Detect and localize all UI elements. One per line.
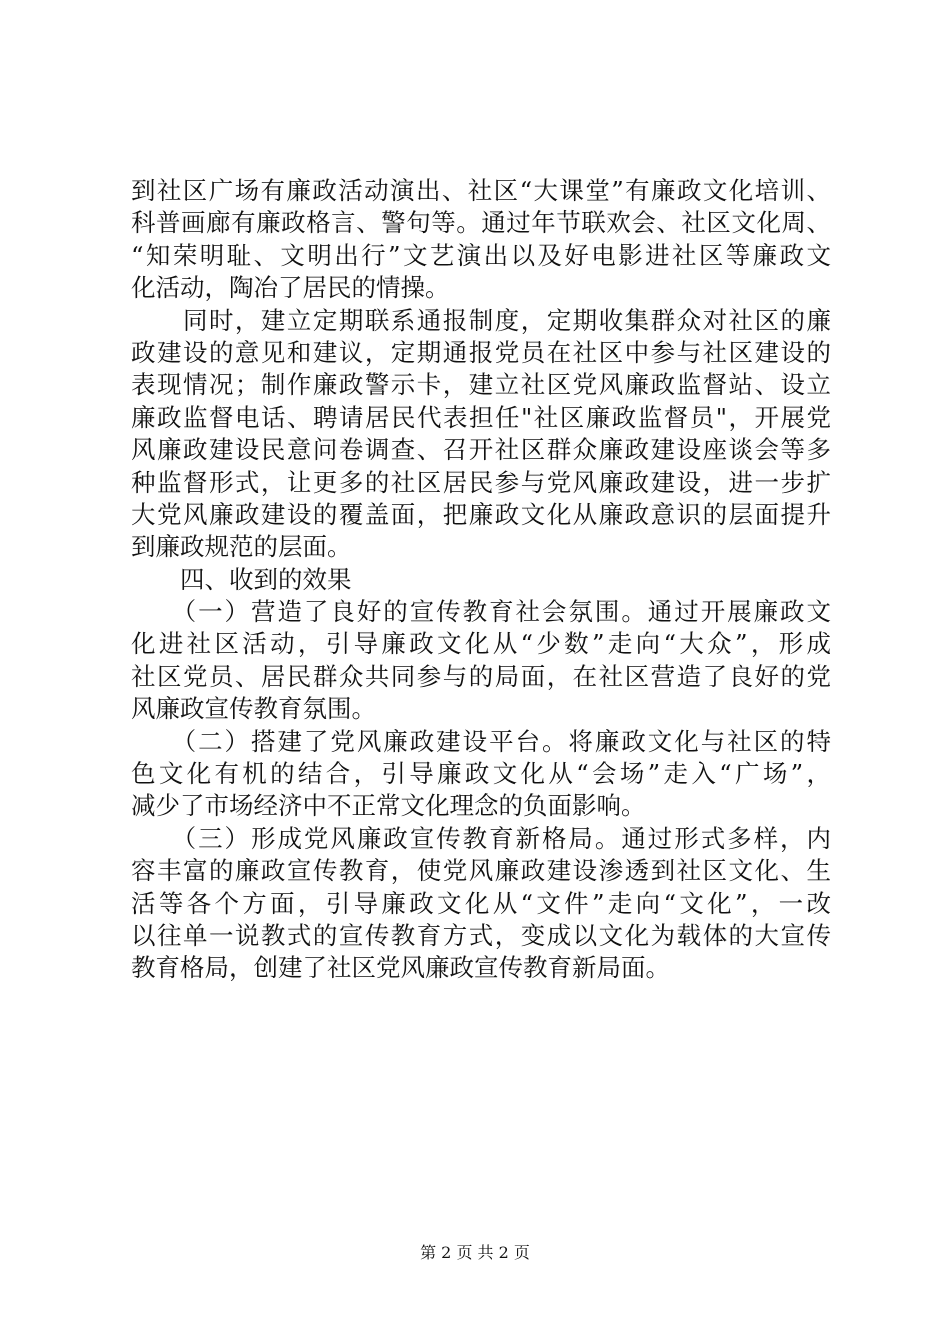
text-line: 以往单一说教式的宣传教育方式，变成以文化为载体的大宣传 xyxy=(131,920,831,950)
text-line: “知荣明耻、文明出行”文艺演出以及好电影进社区等廉政文 xyxy=(131,240,831,270)
body-text xyxy=(131,175,831,985)
text-line: 科普画廊有廉政格言、警句等。通过年节联欢会、社区文化周、 xyxy=(131,208,831,238)
text-line: 同时，建立定期联系通报制度，定期收集群众对社区的廉 xyxy=(131,305,831,335)
text-line: 大党风廉政建设的覆盖面，把廉政文化从廉政意识的层面提升 xyxy=(131,499,831,529)
text-line: 风廉政宣传教育氛围。 xyxy=(131,694,376,724)
text-line: （三）形成党风廉政宣传教育新格局。通过形式多样，内 xyxy=(131,823,831,853)
text-line: 容丰富的廉政宣传教育，使党风廉政建设渗透到社区文化、生 xyxy=(131,856,831,886)
text-line: 减少了市场经济中不正常文化理念的负面影响。 xyxy=(131,791,646,821)
text-line: 廉政监督电话、聘请居民代表担任"社区廉政监督员"，开展党 xyxy=(131,402,831,432)
text-line: 风廉政建设民意问卷调查、召开社区群众廉政建设座谈会等多 xyxy=(131,435,831,465)
text-line: 教育格局，创建了社区党风廉政宣传教育新局面。 xyxy=(131,953,670,983)
text-line: 表现情况；制作廉政警示卡，建立社区党风廉政监督站、设立 xyxy=(131,370,831,400)
text-line: 社区党员、居民群众共同参与的局面，在社区营造了良好的党 xyxy=(131,661,831,691)
text-line: 到廉政规范的层面。 xyxy=(131,532,352,562)
page-number-footer: 第 2 页 共 2 页 xyxy=(420,1243,530,1262)
text-line: 化活动，陶冶了居民的情操。 xyxy=(131,273,450,303)
section-heading: 四、收到的效果 xyxy=(131,564,352,594)
text-line: 化进社区活动，引导廉政文化从“少数”走向“大众”，形成 xyxy=(131,629,831,659)
text-line: 到社区广场有廉政活动演出、社区“大课堂”有廉政文化培训、 xyxy=(131,176,831,205)
text-line: （二）搭建了党风廉政建设平台。将廉政文化与社区的特 xyxy=(131,726,831,756)
text-line: 色文化有机的结合，引导廉政文化从“会场”走入“广场”， xyxy=(131,759,831,789)
text-line: 活等各个方面，引导廉政文化从“文件”走向“文化”，一改 xyxy=(131,888,831,918)
text-line: 政建设的意见和建议，定期通报党员在社区中参与社区建设的 xyxy=(131,337,831,367)
text-line: （一）营造了良好的宣传教育社会氛围。通过开展廉政文 xyxy=(131,597,831,627)
text-line: 种监督形式，让更多的社区居民参与党风廉政建设，进一步扩 xyxy=(131,467,831,497)
